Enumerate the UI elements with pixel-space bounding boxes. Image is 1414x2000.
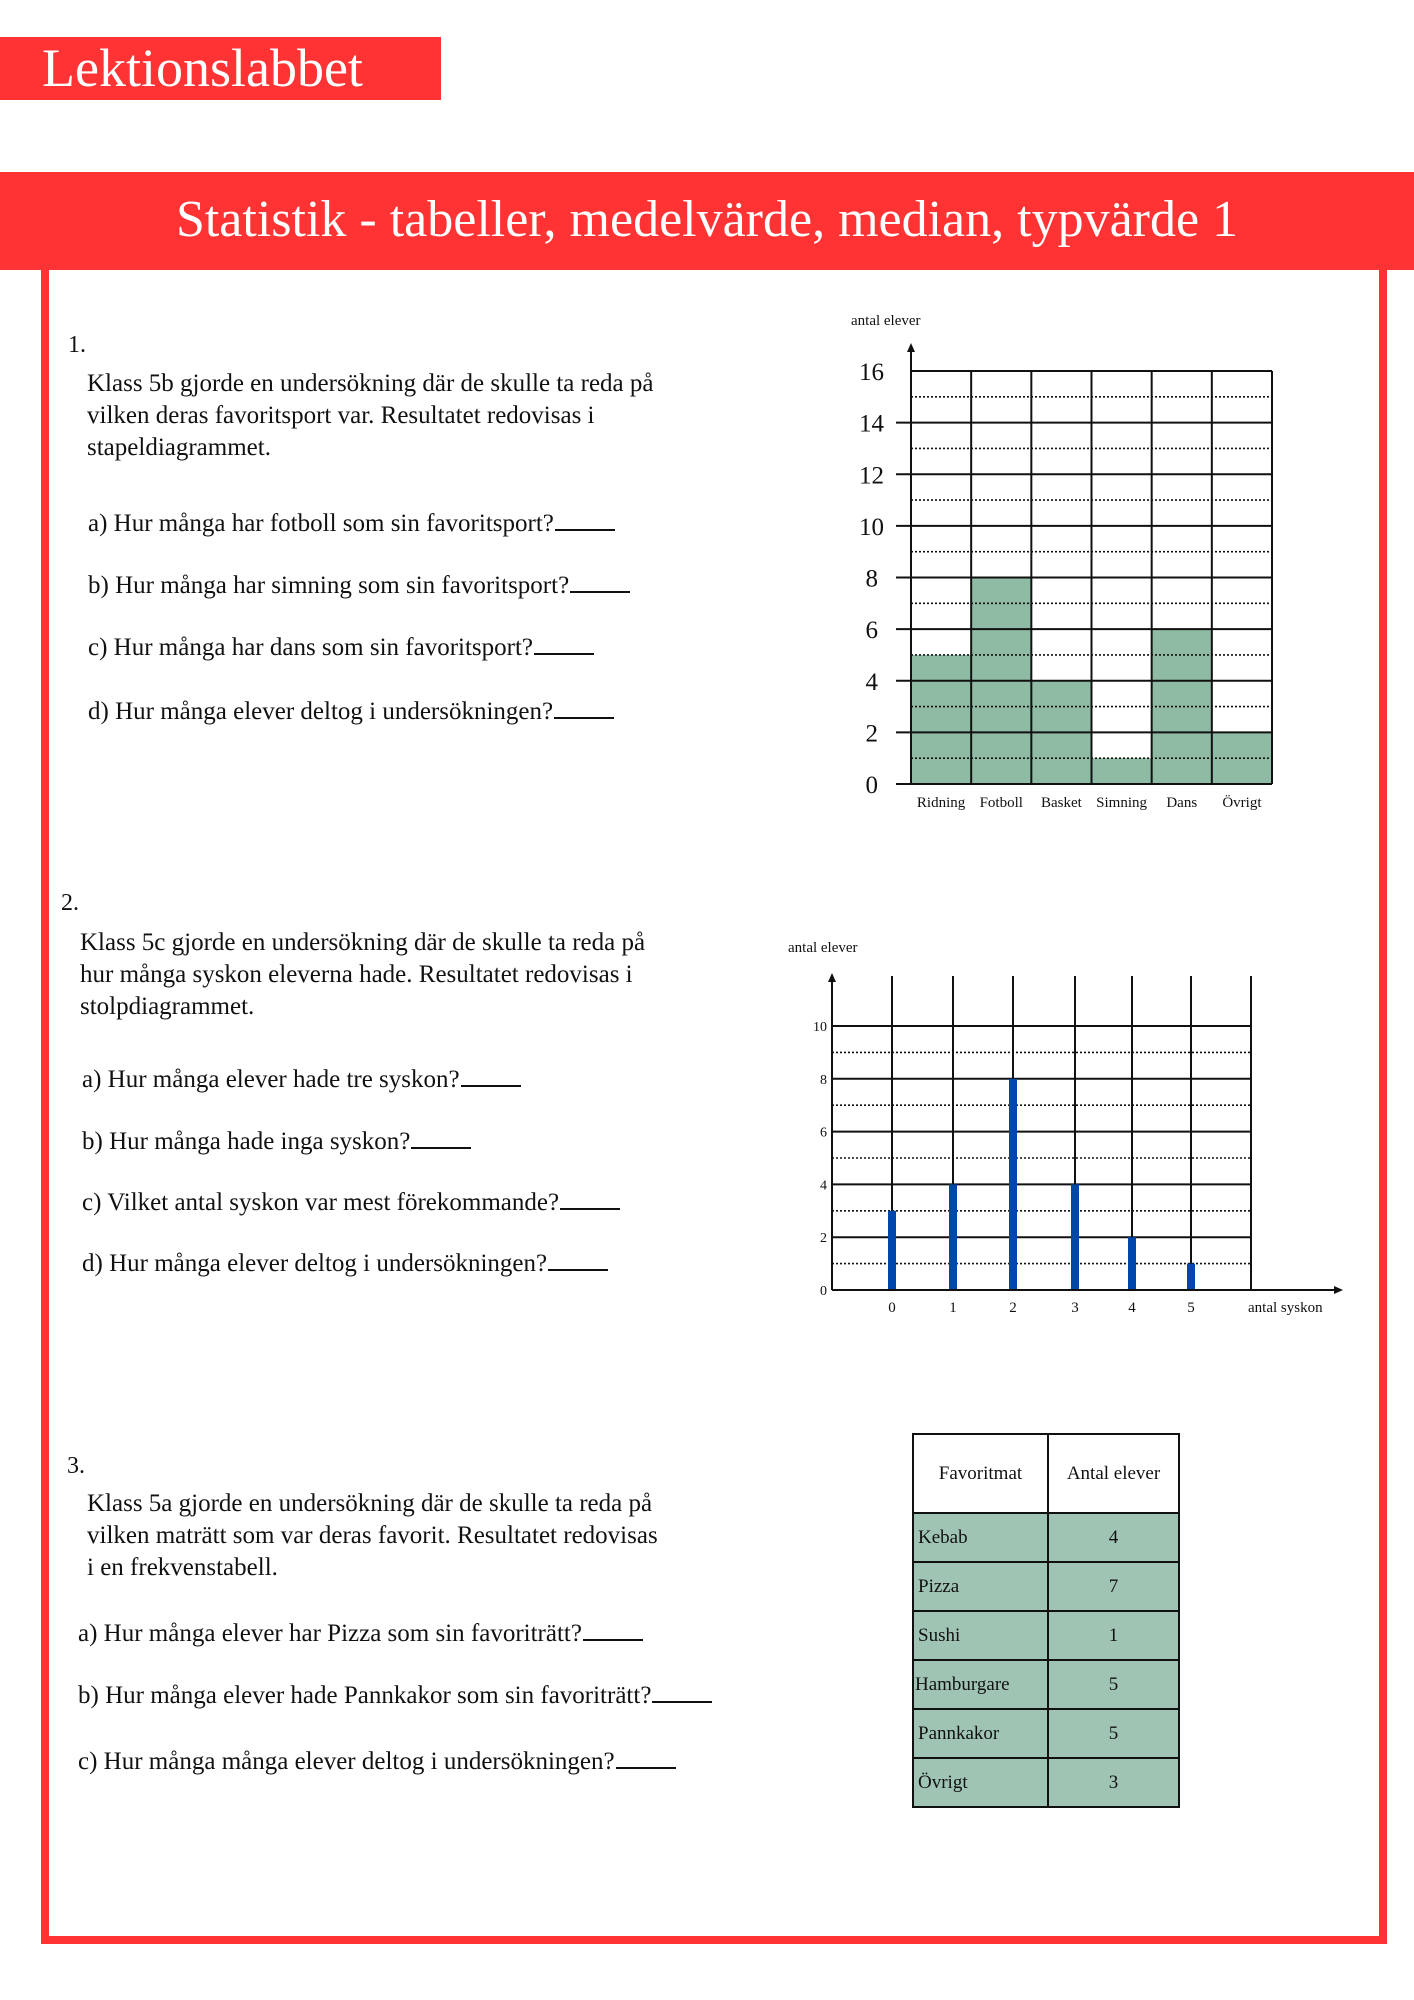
question-3-intro xyxy=(87,1488,658,1584)
answer-blank[interactable] xyxy=(583,1638,643,1641)
question-3a xyxy=(78,1620,643,1648)
question-text: c) Hur många många elever deltog i undersökningen? xyxy=(78,1748,615,1775)
y-tick-label: 16 xyxy=(859,359,884,386)
food-cell: Pannkakor xyxy=(913,1709,1048,1758)
y-tick-label: 6 xyxy=(865,617,878,645)
answer-blank[interactable] xyxy=(616,1766,676,1769)
table-row xyxy=(913,1709,1179,1758)
question-2-number: 2. xyxy=(61,890,79,916)
stem-bar xyxy=(949,1184,957,1290)
stem-bar xyxy=(1071,1184,1079,1290)
question-1-number: 1. xyxy=(68,332,86,358)
y-tick-label: 10 xyxy=(813,1020,827,1035)
table-row xyxy=(913,1562,1179,1611)
intro-line: Klass 5b gjorde en undersökning där de skulle ta reda på xyxy=(87,370,654,397)
x-tick-label: 5 xyxy=(1187,1300,1195,1316)
x-tick-label: Ridning xyxy=(916,795,966,811)
question-text: c) Vilket antal syskon var mest förekommande? xyxy=(82,1189,560,1216)
y-axis-label: antal elever xyxy=(851,313,921,329)
x-tick-label: 0 xyxy=(888,1300,896,1316)
count-cell: 7 xyxy=(1048,1562,1179,1611)
question-text: a) Hur många elever hade tre syskon? xyxy=(82,1066,460,1093)
question-3-number: 3. xyxy=(67,1453,85,1479)
x-tick-label: Dans xyxy=(1166,795,1198,811)
y-tick-label: 0 xyxy=(865,772,878,799)
logo-text: Lektionslabbet xyxy=(42,38,363,98)
x-tick-label: Fotboll xyxy=(979,795,1023,811)
table-header-row xyxy=(913,1434,1179,1513)
count-cell: 5 xyxy=(1048,1709,1179,1758)
x-tick-label: 1 xyxy=(949,1300,957,1316)
question-text: c) Hur många har dans som sin favoritsport? xyxy=(88,634,534,661)
stem-bar xyxy=(1009,1079,1017,1290)
column-header: Favoritmat xyxy=(913,1434,1048,1513)
question-3c xyxy=(78,1748,676,1776)
count-cell: 4 xyxy=(1048,1513,1179,1562)
table-row xyxy=(913,1758,1179,1807)
x-tick-label: Basket xyxy=(1041,795,1082,811)
intro-line: Klass 5a gjorde en undersökning där de skulle ta reda på xyxy=(87,1490,653,1517)
table-row xyxy=(913,1660,1179,1709)
y-tick-label: 14 xyxy=(859,410,884,438)
question-text: a) Hur många har fotboll som sin favoritsport? xyxy=(88,510,554,537)
question-3b xyxy=(78,1682,712,1710)
question-text: d) Hur många elever deltog i undersökningen? xyxy=(82,1250,548,1277)
count-cell: 1 xyxy=(1048,1611,1179,1660)
y-tick-label: 10 xyxy=(859,513,884,541)
food-cell: Kebab xyxy=(913,1513,1048,1562)
food-cell: Pizza xyxy=(913,1562,1048,1611)
y-tick-label: 0 xyxy=(820,1284,827,1299)
y-tick-label: 6 xyxy=(820,1125,827,1141)
x-tick-label: 3 xyxy=(1071,1300,1079,1316)
y-tick-label: 12 xyxy=(859,462,884,490)
x-tick-label: Övrigt xyxy=(1222,795,1262,811)
intro-line: stolpdiagrammet. xyxy=(80,993,255,1020)
y-tick-label: 4 xyxy=(820,1178,827,1194)
stem-bar xyxy=(888,1211,896,1290)
answer-blank[interactable] xyxy=(652,1700,712,1703)
intro-line: hur många syskon eleverna hade. Resultatet redovisas i xyxy=(80,961,633,988)
table-row xyxy=(913,1611,1179,1660)
y-tick-label: 4 xyxy=(865,668,878,696)
y-tick-label: 8 xyxy=(820,1072,827,1088)
intro-line: i en frekvenstabell. xyxy=(87,1554,278,1581)
y-tick-label: 8 xyxy=(865,565,878,593)
y-tick-label: 2 xyxy=(865,720,878,748)
x-tick-label: 2 xyxy=(1009,1300,1017,1316)
stem-bar xyxy=(1187,1264,1195,1290)
count-cell: 3 xyxy=(1048,1758,1179,1807)
y-axis-label: antal elever xyxy=(788,940,858,956)
x-tick-label: 4 xyxy=(1128,1300,1136,1316)
question-text: b) Hur många har simning som sin favoritsport? xyxy=(88,572,570,599)
question-text: b) Hur många hade inga syskon? xyxy=(82,1128,411,1155)
page-title: Statistik - tabeller, medelvärde, median, typvärde 1 xyxy=(175,191,1239,248)
food-cell: Hamburgare xyxy=(913,1660,1048,1709)
intro-line: Klass 5c gjorde en undersökning där de skulle ta reda på xyxy=(80,929,646,956)
x-tick-label: Simning xyxy=(1096,795,1148,811)
table-row xyxy=(913,1513,1179,1562)
question-text: a) Hur många elever har Pizza som sin favoriträtt? xyxy=(78,1620,582,1647)
stem-bar xyxy=(1128,1237,1136,1290)
intro-line: stapeldiagrammet. xyxy=(87,434,271,461)
intro-line: vilken deras favoritsport var. Resultatet redovisas i xyxy=(87,402,595,429)
food-cell: Övrigt xyxy=(913,1758,1048,1807)
intro-line: vilken maträtt som var deras favorit. Resultatet redovisas xyxy=(87,1522,658,1549)
count-cell: 5 xyxy=(1048,1660,1179,1709)
food-cell: Sushi xyxy=(913,1611,1048,1660)
question-text: b) Hur många elever hade Pannkakor som sin favoriträtt? xyxy=(78,1682,652,1709)
y-tick-label: 2 xyxy=(820,1231,827,1247)
question-text: d) Hur många elever deltog i undersökningen? xyxy=(88,698,554,725)
frequency-table xyxy=(912,1433,1180,1808)
column-header: Antal elever xyxy=(1048,1434,1179,1513)
x-axis-label: antal syskon xyxy=(1248,1300,1323,1316)
